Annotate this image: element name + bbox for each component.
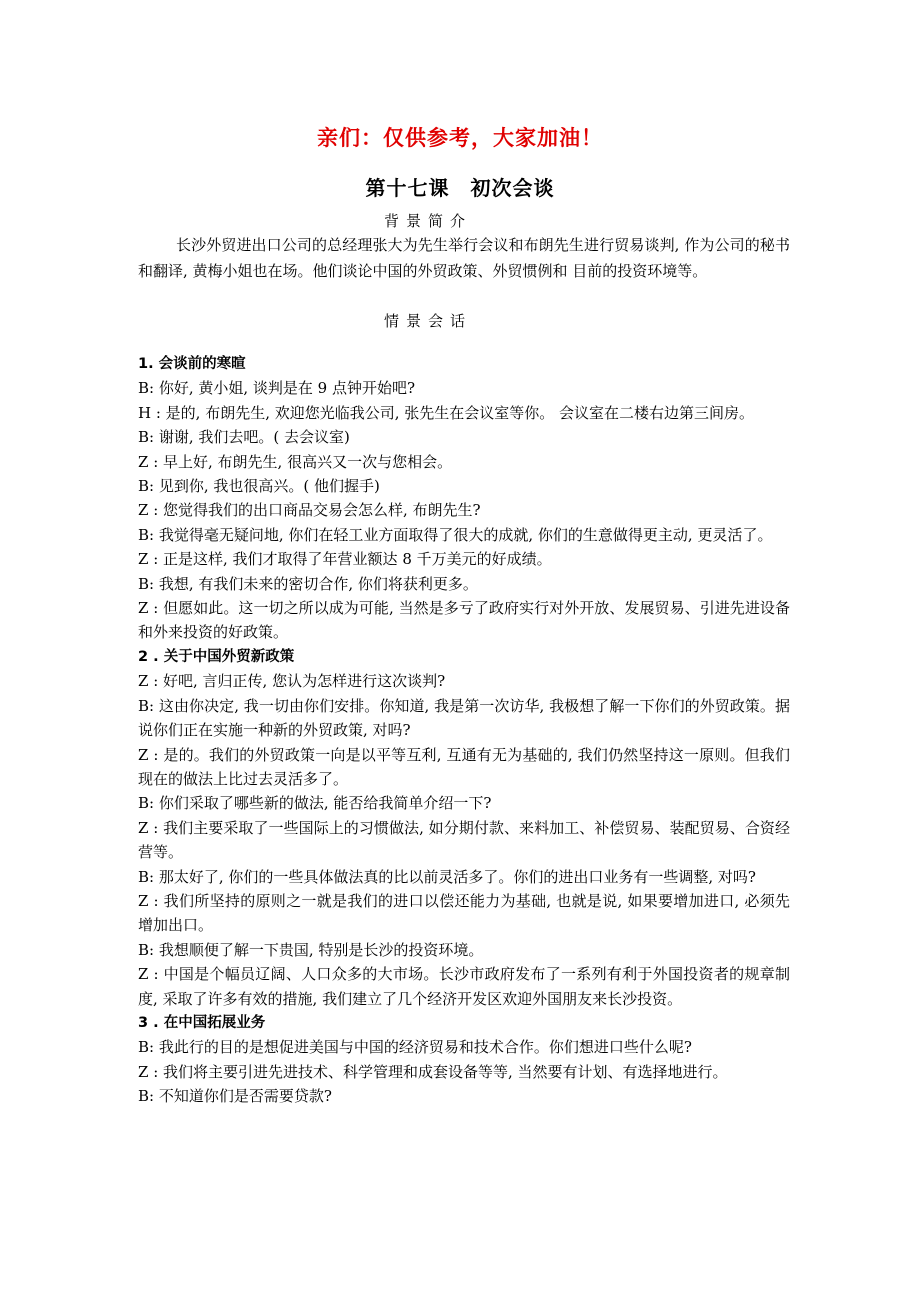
dialogue-line: B: 那太好了, 你们的一些具体做法真的比以前灵活多了。你们的进出口业务有一些调整, 对吗?	[138, 867, 756, 886]
dialogue-heading: 情景会话	[383, 312, 472, 330]
dialogue-line: Z : 中国是个幅员辽阔、人口众多的大市场。长沙市政府发布了一系列有利于外国投资者的规章制度, 采取了许多有效的措施, 我们建立了几个经济开发区欢迎外国朋友来长沙投资。	[138, 965, 790, 1008]
dialogue-line: Z : 我们将主要引进先进技术、科学管理和成套设备等等, 当然要有计划、有选择地进行。	[138, 1062, 728, 1081]
dialogue-line: B: 谢谢, 我们去吧。( 去会议室)	[138, 428, 350, 447]
section-title: 3 . 在中国拓展业务	[138, 1014, 266, 1031]
section-title: 2 . 关于中国外贸新政策	[138, 648, 295, 665]
dialogue-line: H : 是的, 布朗先生, 欢迎您光临我公司, 张先生在会议室等你。 会议室在二楼右边第三间房。	[138, 403, 755, 422]
dialogue-line: B: 这由你决定, 我一切由你们安排。你知道, 我是第一次访华, 我极想了解一下你们的外贸政策。据说你们正在实施一种新的外贸政策, 对吗?	[138, 696, 790, 740]
dialogue-line: Z : 正是这样, 我们才取得了年营业额达 8 千万美元的好成绩。	[138, 550, 552, 569]
background-heading: 背景简介	[383, 212, 472, 230]
dialogue-line: B: 你好, 黄小姐, 谈判是在 9 点钟开始吧?	[138, 379, 416, 398]
lesson-title: 第十七课 初次会谈	[365, 176, 555, 200]
dialogue-line: B: 见到你, 我也很高兴。( 他们握手)	[138, 477, 380, 496]
dialogue-line: Z : 是的。我们的外贸政策一向是以平等互利, 互通有无为基础的, 我们仍然坚持这一原则。但我们现在的做法上比过去灵活多了。	[138, 745, 790, 788]
dialogue-line: Z : 好吧, 言归正传, 您认为怎样进行这次谈判?	[138, 672, 446, 691]
dialogue-line: Z : 早上好, 布朗先生, 很高兴又一次与您相会。	[138, 452, 453, 471]
section-title: 1. 会谈前的寒暄	[138, 356, 246, 372]
dialogue-line: Z : 我们主要采取了一些国际上的习惯做法, 如分期付款、来料加工、补偿贸易、装配贸易、合资经营等。	[138, 818, 790, 862]
background-paragraph: 长沙外贸进出口公司的总经理张大为先生举行会议和布朗先生进行贸易谈判, 作为公司的秘书和翻译, 黄梅小姐也在场。他们谈论中国的外贸政策、外贸惯例和 目前的投资环境等。	[138, 236, 790, 280]
dialogue-line: B: 我想顺便了解一下贵国, 特别是长沙的投资环境。	[138, 940, 484, 959]
dialogue-body	[138, 352, 790, 1109]
dialogue-line: Z : 但愿如此。这一切之所以成为可能, 当然是多亏了政府实行对外开放、发展贸易、引进先进设备和外来投资的好政策。	[138, 599, 790, 642]
dialogue-line: B: 你们采取了哪些新的做法, 能否给我简单介绍一下?	[138, 794, 492, 813]
dialogue-line: B: 我此行的目的是想促进美国与中国的经济贸易和技术合作。你们想进口些什么呢?	[138, 1038, 692, 1057]
banner-notice: 亲们：仅供参考，大家加油！	[317, 126, 603, 150]
dialogue-line: Z : 我们所坚持的原则之一就是我们的进口以偿还能力为基础, 也就是说, 如果要增加进口, 必须先增加出口。	[138, 891, 790, 935]
dialogue-line: B: 我觉得毫无疑问地, 你们在轻工业方面取得了很大的成就, 你们的生意做得更主动, 更灵活了。	[138, 525, 773, 544]
dialogue-line: Z : 您觉得我们的出口商品交易会怎么样, 布朗先生?	[138, 501, 481, 520]
dialogue-line: B: 我想, 有我们未来的密切合作, 你们将获利更多。	[138, 574, 478, 593]
dialogue-line: B: 不知道你们是否需要贷款?	[138, 1087, 332, 1106]
